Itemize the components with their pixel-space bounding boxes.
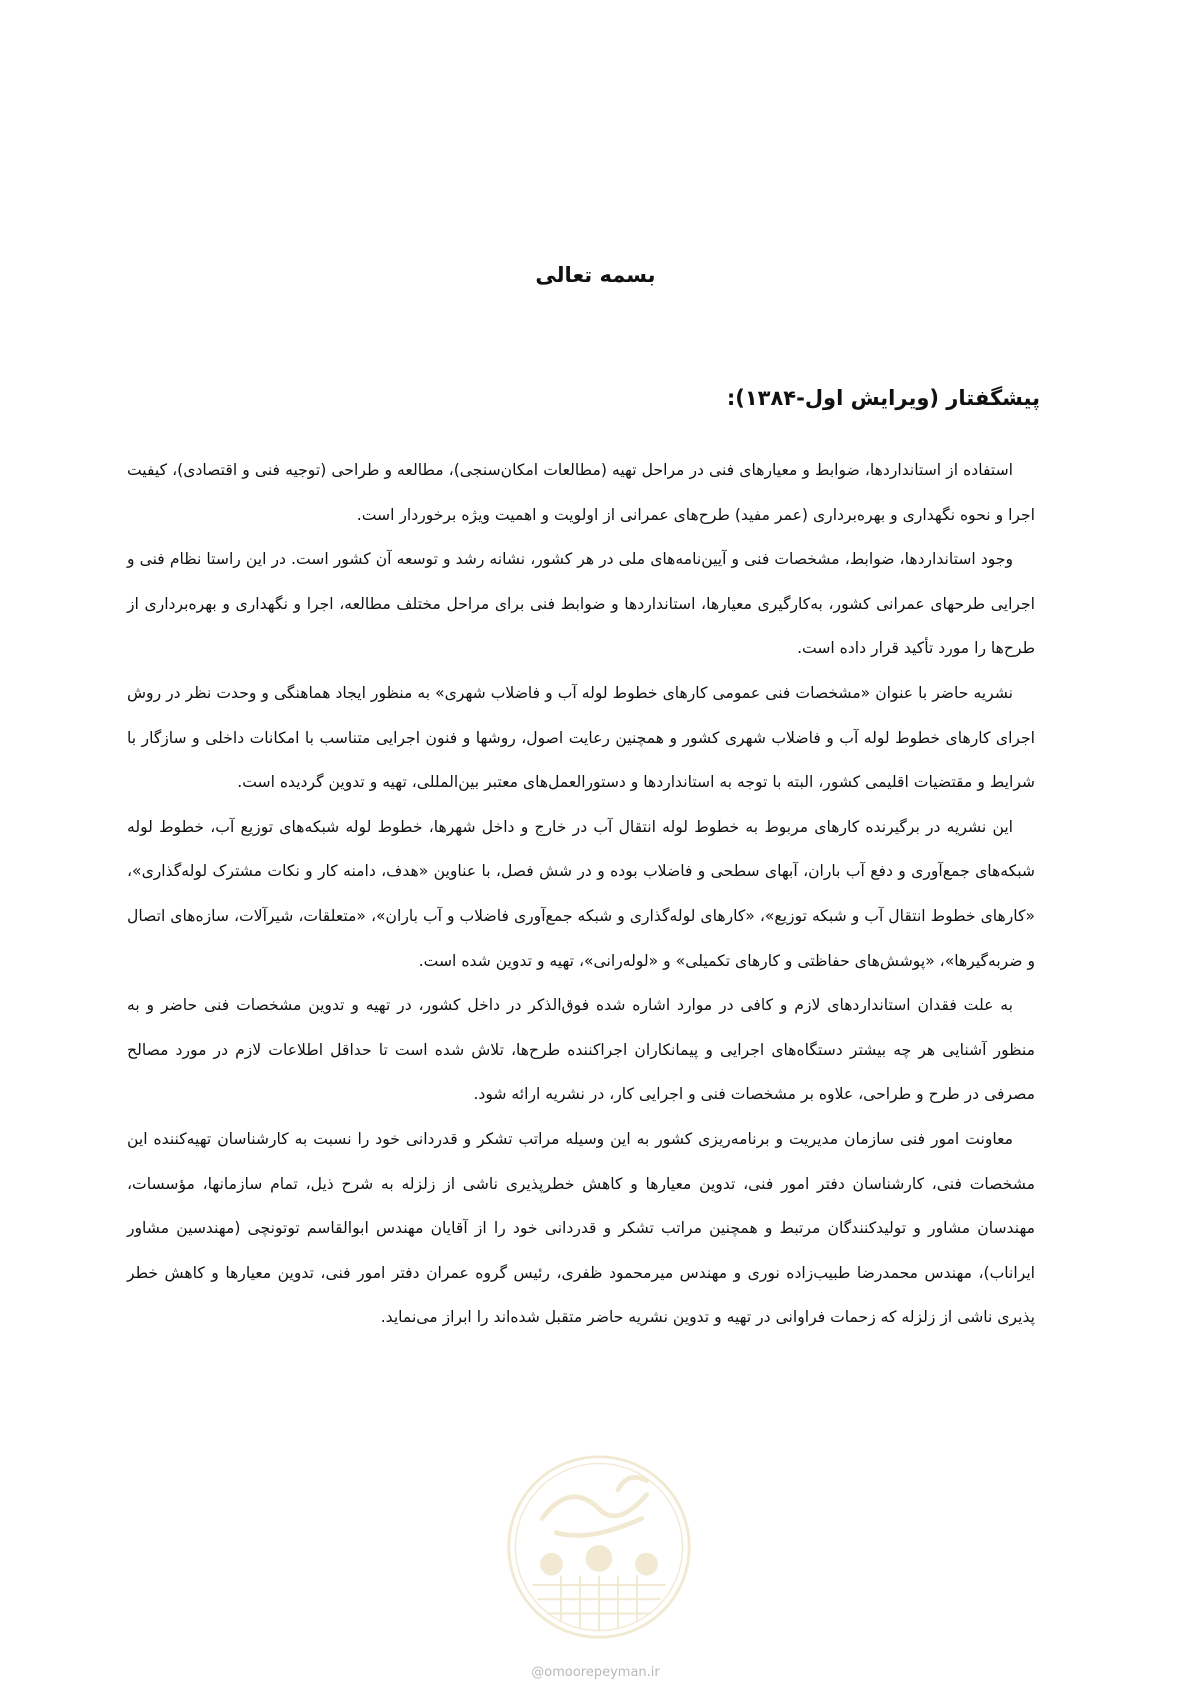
paragraph: وجود استانداردها، ضوابط، مشخصات فنی و آیین‌نامه‌های ملی در هر کشور، نشانه رشد و توسعه آن کشور است. در این راستا نظام فنی و اجرایی طرحهای عمرانی کشور، به‌کارگیری معیارها، استانداردها و ضوابط فنی برای مراحل مختلف مطالعه، اجرا و نگهداری و بهره‌برداری از طرح‌ها را مورد تأکید قرار داده است. <box>127 550 1035 658</box>
bismillah-title: بسمه تعالی <box>535 263 656 287</box>
preface-heading: پیشگفتار (ویرایش اول-۱۳۸۴): <box>726 386 1040 410</box>
paragraph: استفاده از استانداردها، ضوابط و معیارهای فنی در مراحل تهیه (مطالعات امکان‌سنجی)، مطالعه و طراحی (توجیه فنی و اقتصادی)، کیفیت اجرا و نحوه نگهداری و بهره‌برداری (عمر مفید) طرح‌های عمرانی از اولویت و اهمیت ویژه برخوردار است. <box>127 461 1035 524</box>
watermark-logo <box>504 1452 694 1642</box>
paragraph: نشریه حاضر با عنوان «مشخصات فنی عمومی کارهای خطوط لوله آب و فاضلاب شهری» به منظور ایجاد هماهنگی و وحدت نظر در روش اجرای کارهای خطوط لوله آب و فاضلاب شهری کشور و همچنین رعایت اصول، روشها و فنون اجرایی متناسب با امکانات داخلی و سازگار با شرایط و مقتضیات اقلیمی کشور، البته با توجه به استانداردها و دستورالعمل‌های معتبر بین‌المللی، تهیه و تدوین گردیده است. <box>127 683 1035 792</box>
paragraph: به علت فقدان استانداردهای لازم و کافی در موارد اشاره شده فوق‌الذکر در داخل کشور، در تهیه و تدوین مشخصات فنی حاضر و به منظور آشنایی هر چه بیشتر دستگاه‌های اجرایی و پیمانکاران اجراکننده طرح‌ها، تلاش شده است تا حداقل اطلاعات لازم در مورد مصالح مصرفی در طرح و طراحی، علاوه بر مشخصات فنی و اجرایی کار، در نشریه ارائه شود. <box>127 996 1035 1104</box>
preface-body <box>127 448 1035 1340</box>
watermark-handle: @omoorepeyman.ir <box>531 1665 660 1680</box>
paragraph: معاونت امور فنی سازمان مدیریت و برنامه‌ریزی کشور به این وسیله مراتب تشکر و قدردانی خود را نسبت به کارشناسان تهیه‌کننده این مشخصات فنی، کارشناسان دفتر امور فنی، تدوین معیارها و کاهش خطرپذیری ناشی از زلزله به شرح ذیل، تمام سازمانها، مؤسسات، مهندسان مشاور و تولیدکنندگان مرتبط و همچنین مراتب تشکر و قدردانی خود را از آقایان مهندس ابوالقاسم توتونچی (مهندسین مشاور ایراناب)، مهندس محمدرضا طبیب‌زاده نوری و مهندس میرمحمود ظفری، رئیس گروه عمران دفتر امور فنی، تدوین معیارها و کاهش خطر پذیری ناشی از زلزله که زحمات فراوانی در تهیه و تدوین نشریه حاضر متقبل شده‌اند را ابراز می‌نماید. <box>127 1129 1035 1327</box>
paragraph: این نشریه در برگیرنده کارهای مربوط به خطوط لوله انتقال آب در خارج و داخل شهرها، خطوط لوله شبکه‌های توزیع آب، خطوط لوله شبکه‌های جمع‌آوری و دفع آب باران، آبهای سطحی و فاضلاب بوده و در شش فصل، با عناوین «هدف، دامنه کار و نکات مشترک لوله‌گذاری»، «کارهای خطوط انتقال آب و شبکه توزیع»، «کارهای لوله‌گذاری و شبکه جمع‌آوری فاضلاب و آب باران»، «متعلقات، شیرآلات، سازه‌های اتصال و ضربه‌گیرها»، «پوشش‌های حفاظتی و کارهای تکمیلی» و «لوله‌رانی»، تهیه و تدوین شده است. <box>127 817 1035 970</box>
